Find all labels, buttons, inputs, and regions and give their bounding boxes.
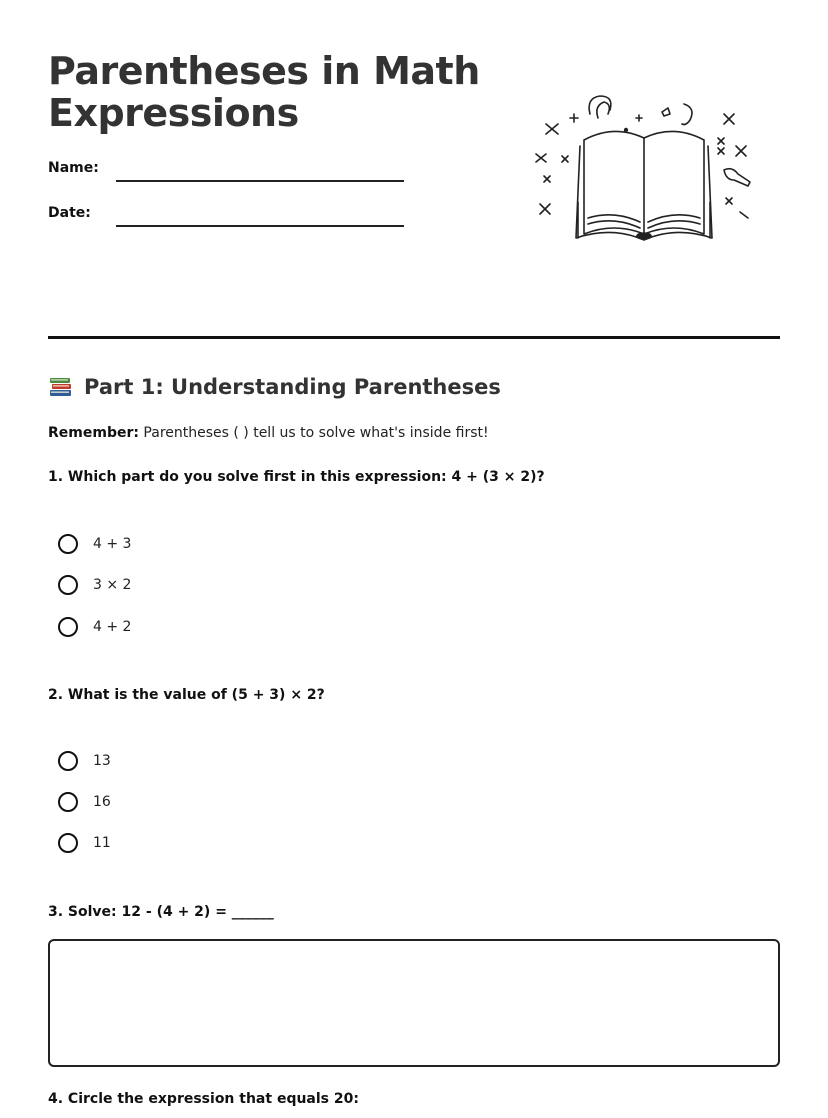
radio-button[interactable]: [58, 575, 78, 595]
question-1: 1. Which part do you solve first in this expression: 4 + (3 × 2)?: [48, 469, 545, 485]
radio-button[interactable]: [58, 534, 78, 554]
part-1-title: Part 1: Understanding Parentheses: [84, 375, 501, 399]
question-3: 3. Solve: 12 - (4 + 2) = ______: [48, 904, 274, 920]
q2-option-1[interactable]: 13: [58, 749, 111, 773]
q1-option-1[interactable]: 4 + 3: [58, 532, 131, 556]
page-title: Parentheses in Math Expressions: [48, 49, 480, 135]
answer-box[interactable]: [48, 939, 780, 1067]
question-4: 4. Circle the expression that equals 20:: [48, 1091, 359, 1107]
date-field[interactable]: [116, 225, 404, 227]
radio-button[interactable]: [58, 792, 78, 812]
q1-option-2[interactable]: 3 × 2: [58, 573, 131, 597]
question-2: 2. What is the value of (5 + 3) × 2?: [48, 687, 325, 703]
remember-label: Remember:: [48, 425, 139, 441]
name-field[interactable]: [116, 180, 404, 182]
date-label: Date:: [48, 205, 91, 221]
name-label: Name:: [48, 160, 99, 176]
books-icon: [48, 374, 74, 400]
remember-note: [48, 425, 489, 441]
open-book-illustration: [528, 90, 760, 246]
section-divider: [48, 336, 780, 339]
q2-option-2[interactable]: 16: [58, 790, 111, 814]
part-1-heading: [48, 374, 501, 400]
radio-button[interactable]: [58, 617, 78, 637]
radio-button[interactable]: [58, 751, 78, 771]
remember-text: Parentheses ( ) tell us to solve what's inside first!: [143, 425, 489, 441]
q1-option-3[interactable]: 4 + 2: [58, 615, 131, 639]
radio-button[interactable]: [58, 833, 78, 853]
q2-option-3[interactable]: 11: [58, 831, 111, 855]
